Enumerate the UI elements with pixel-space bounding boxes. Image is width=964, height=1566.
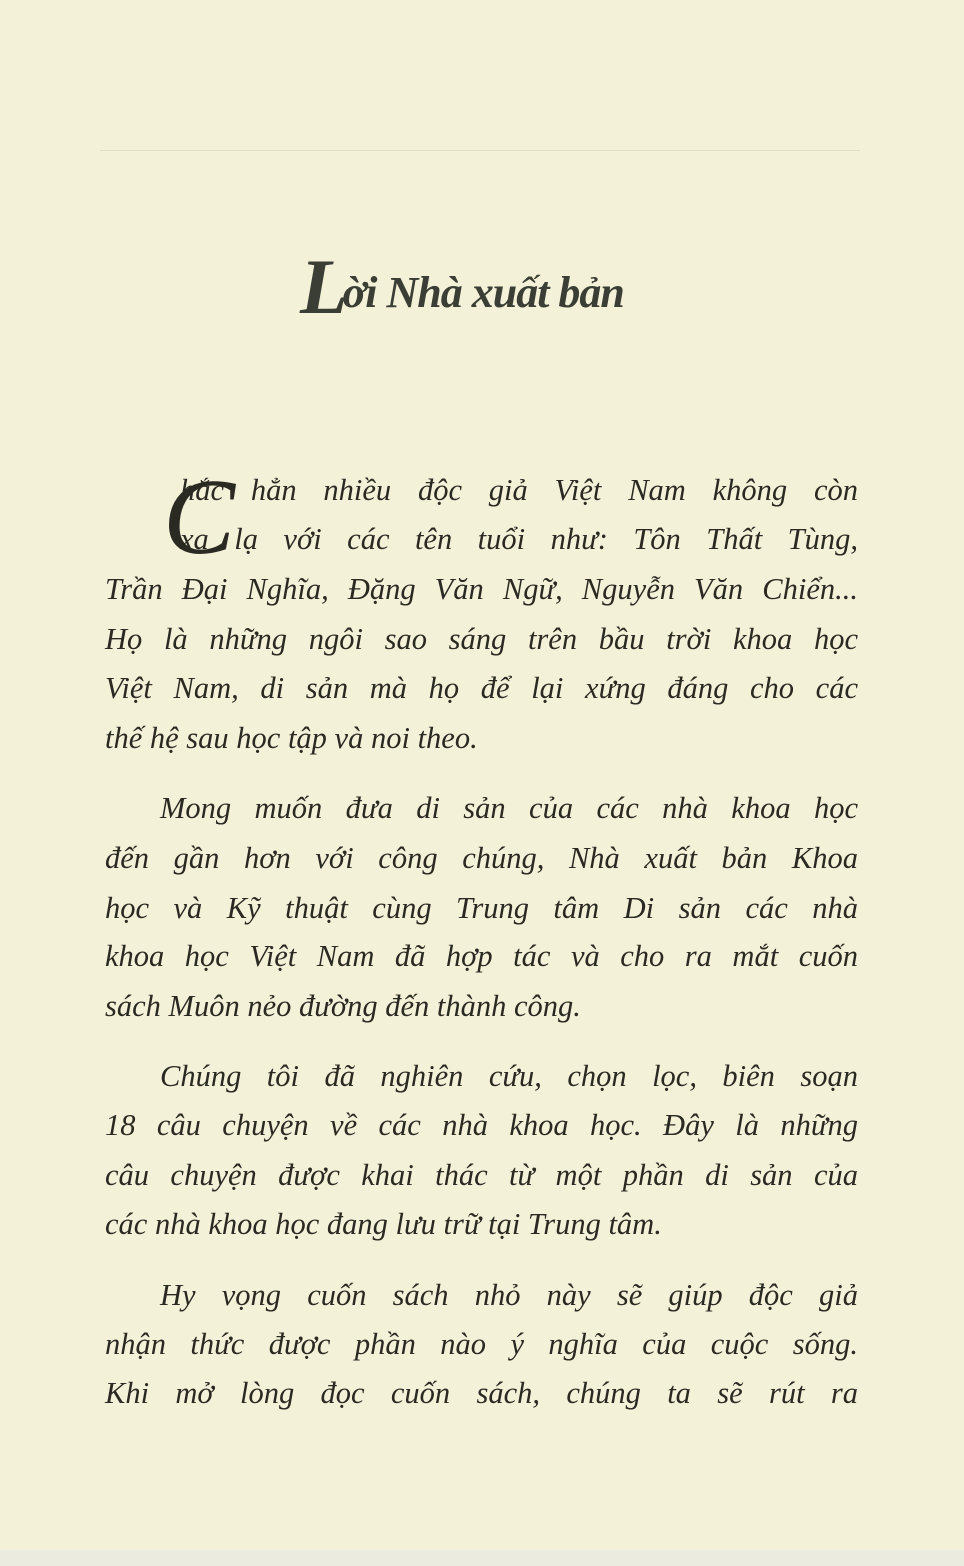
- text-line: hắc hẳn nhiều độc giả Việt Nam không còn: [180, 473, 858, 507]
- text-line: xa lạ với các tên tuổi như: Tôn Thất Tùng,: [180, 522, 858, 556]
- text-line: khoa học Việt Nam đã hợp tác và cho ra mắt cuốn: [105, 939, 858, 973]
- text-line: Khi mở lòng đọc cuốn sách, chúng ta sẽ rút ra: [105, 1376, 858, 1410]
- text-line: 18 câu chuyện về các nhà khoa học. Đây là những: [105, 1108, 858, 1142]
- text-line: Trần Đại Nghĩa, Đặng Văn Ngữ, Nguyễn Văn Chiển...: [105, 572, 858, 606]
- text-line: đến gần hơn với công chúng, Nhà xuất bản Khoa: [105, 841, 858, 875]
- text-line: Hy vọng cuốn sách nhỏ này sẽ giúp độc giả: [160, 1278, 858, 1312]
- text-line: Việt Nam, di sản mà họ để lại xứng đáng cho các: [105, 671, 858, 705]
- drop-cap: C: [163, 458, 236, 577]
- text-line: câu chuyện được khai thác từ một phần di sản của: [105, 1158, 858, 1192]
- text-line: Chúng tôi đã nghiên cứu, chọn lọc, biên soạn: [160, 1059, 858, 1093]
- title-text: ời Nhà xuất bản: [342, 268, 624, 317]
- page-edge: [0, 1550, 964, 1566]
- page-title: [300, 236, 660, 330]
- text-line: Họ là những ngôi sao sáng trên bầu trời khoa học: [105, 622, 858, 656]
- text-line: học và Kỹ thuật cùng Trung tâm Di sản các nhà: [105, 891, 858, 925]
- text-line: sách Muôn nẻo đường đến thành công.: [105, 989, 581, 1023]
- title-initial: L: [300, 243, 347, 330]
- bleed-through-rule: [100, 150, 860, 151]
- text-line: các nhà khoa học đang lưu trữ tại Trung tâm.: [105, 1207, 662, 1241]
- text-line: Mong muốn đưa di sản của các nhà khoa học: [160, 791, 858, 825]
- text-line: nhận thức được phần nào ý nghĩa của cuộc sống.: [105, 1327, 858, 1361]
- text-line: thế hệ sau học tập và noi theo.: [105, 721, 478, 755]
